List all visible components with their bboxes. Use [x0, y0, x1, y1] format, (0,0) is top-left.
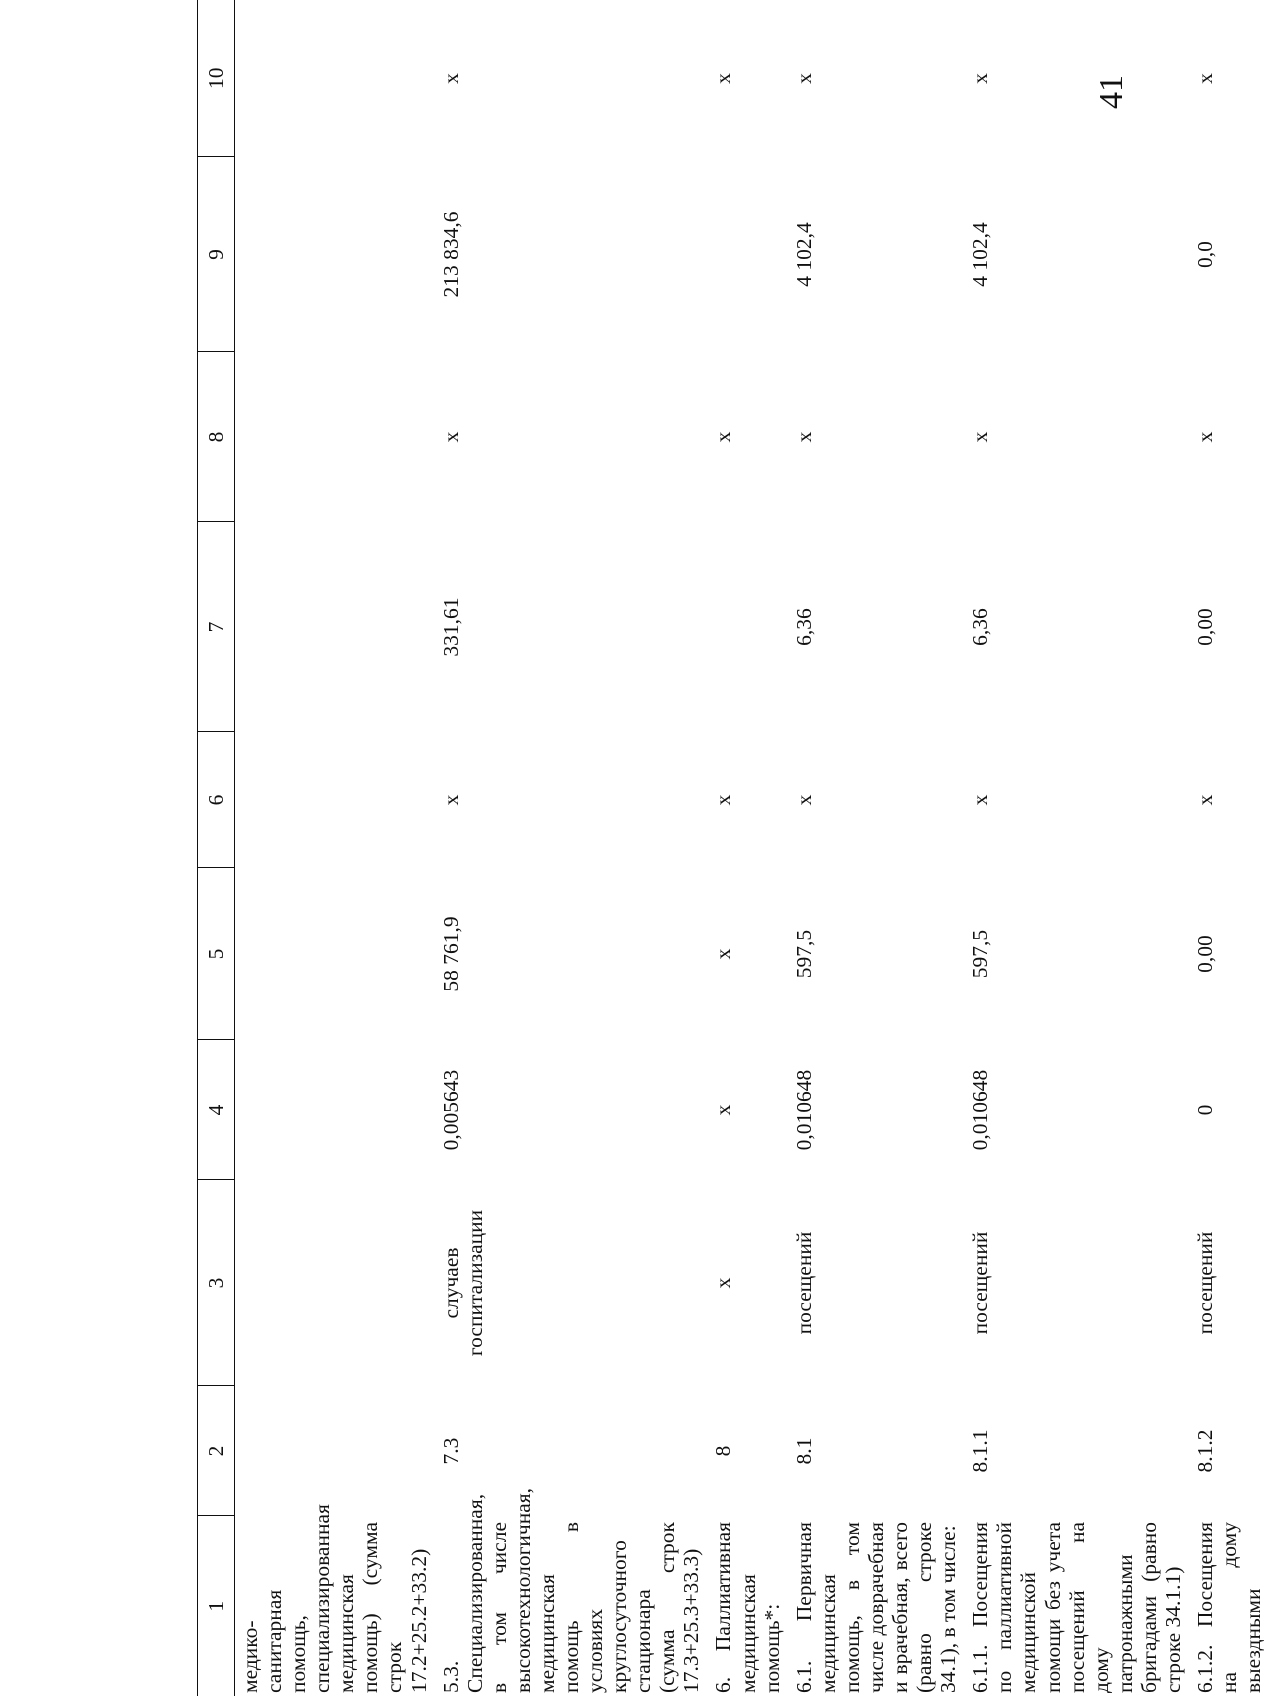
row-volume: 0 — [1192, 1104, 1217, 1116]
table-row — [235, 0, 435, 1696]
row-volume: 0,010648 — [791, 1069, 816, 1151]
row-col9: 4 102,4 — [968, 222, 993, 287]
row-unit: посещений — [1192, 1231, 1217, 1335]
row-unit: посещений — [791, 1231, 816, 1335]
row-col6: x — [438, 794, 463, 806]
column-header: 5 — [198, 868, 235, 1040]
row-col10: x — [791, 73, 816, 84]
row-line-number: 8.1 — [791, 1437, 816, 1465]
row-description: 6.1.1. Посещения по паллиативной медицинской помощи без учета посещений на дому патронажными бригадами (равно строке 34.1.1) — [968, 1522, 1185, 1693]
row-col7: 0,00 — [1192, 608, 1217, 646]
row-cost — [235, 868, 435, 1040]
rotated-table-container — [197, 0, 1266, 1696]
row-col6 — [235, 732, 435, 868]
table-row — [964, 0, 1189, 1696]
row-col10: x — [1192, 73, 1217, 84]
row-col9: 0,0 — [1192, 241, 1217, 268]
row-cost: x — [711, 948, 736, 960]
row-col8: x — [1192, 431, 1217, 443]
row-unit — [235, 1180, 435, 1386]
row-description: 5.3. Специализированная, в том числе высокотехнологичная, медицинская помощь в условиях круглосуточного стационара (сумма строк 17.3+25.3+33.3) — [438, 1487, 704, 1693]
row-cost: 58 761,9 — [438, 916, 463, 992]
row-volume: 0,010648 — [968, 1069, 993, 1151]
row-col6: x — [1192, 794, 1217, 806]
row-description: 6.1.2. Посещения на дому выездными — [1192, 1522, 1266, 1693]
column-header: 8 — [198, 352, 235, 522]
row-col10: x — [438, 73, 463, 84]
row-col9 — [235, 157, 435, 352]
data-table — [197, 0, 1281, 1696]
row-cost: 597,5 — [968, 929, 993, 979]
column-header: 7 — [198, 522, 235, 732]
row-col6: x — [968, 794, 993, 806]
column-header: 2 — [198, 1386, 235, 1516]
column-header: 9 — [198, 157, 235, 352]
table-row — [435, 0, 708, 1696]
row-line-number: 7.3 — [438, 1437, 463, 1465]
row-col7 — [707, 522, 787, 732]
row-col10: x — [711, 73, 736, 84]
row-unit: случаев госпитализации — [438, 1209, 487, 1357]
row-col8 — [235, 352, 435, 522]
table-row — [1189, 0, 1281, 1696]
page-number: 41 — [1093, 75, 1130, 109]
row-col7: 331,61 — [438, 597, 463, 657]
row-line-number — [235, 1386, 435, 1516]
column-header: 10 — [198, 0, 235, 157]
column-header: 6 — [198, 732, 235, 868]
row-cost: 0,00 — [1192, 935, 1217, 973]
row-col9: 213 834,6 — [438, 211, 463, 298]
row-col8: x — [791, 431, 816, 443]
row-volume: x — [711, 1104, 736, 1116]
row-cost: 597,5 — [791, 929, 816, 979]
row-volume — [235, 1040, 435, 1180]
row-col8: x — [968, 431, 993, 443]
row-col8: x — [438, 431, 463, 443]
row-volume: 0,005643 — [438, 1069, 463, 1151]
row-col10: x — [968, 73, 993, 84]
row-description: 6.1. Первичная медицинская помощь, в том числе доврачебная и врачебная, всего (равно строке 34.1), в том числе: — [791, 1521, 961, 1693]
row-line-number: 8 — [711, 1445, 736, 1457]
row-col7 — [235, 522, 435, 732]
row-col6: x — [711, 794, 736, 806]
column-header: 3 — [198, 1180, 235, 1386]
table-row — [707, 0, 787, 1696]
row-description: медико-санитарная помощь, специализированная медицинская помощь) (сумма строк 17.2+25.2+33.2) — [238, 1504, 431, 1693]
column-header: 4 — [198, 1040, 235, 1180]
row-col8: x — [711, 431, 736, 443]
row-line-number: 8.1.2 — [1192, 1429, 1217, 1473]
row-col7: 6,36 — [791, 608, 816, 646]
table-row — [788, 0, 965, 1696]
row-col6: x — [791, 794, 816, 806]
row-col9 — [707, 157, 787, 352]
row-col9: 4 102,4 — [791, 222, 816, 287]
row-unit: посещений — [968, 1231, 993, 1335]
column-header: 1 — [198, 1516, 235, 1696]
row-unit: x — [711, 1277, 736, 1289]
row-description: 6. Паллиативная медицинская помощь*: — [711, 1522, 784, 1693]
header-row — [198, 0, 235, 1696]
row-col10 — [235, 0, 435, 157]
row-col7: 6,36 — [968, 608, 993, 646]
row-line-number: 8.1.1 — [968, 1429, 993, 1473]
